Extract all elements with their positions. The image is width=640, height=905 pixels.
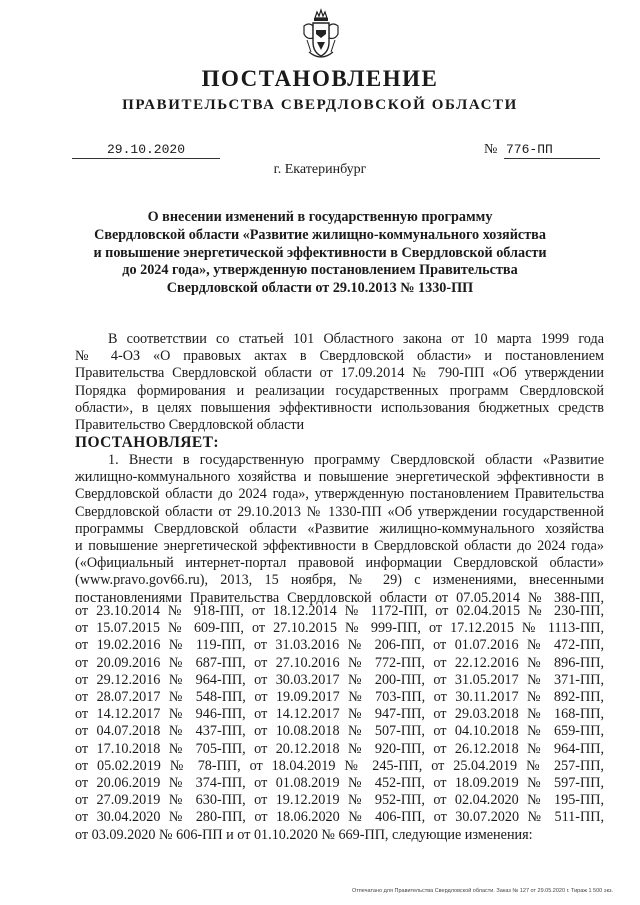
preamble-line: В соответствии со статьей 101 Областного закона от 10 марта 1999 года bbox=[108, 331, 604, 347]
amendment-number: № 511-ПП, bbox=[527, 809, 604, 826]
doc-number: 776-ПП bbox=[504, 142, 600, 159]
amendment-row bbox=[75, 603, 604, 620]
amendment-number: № 548-ПП, bbox=[168, 688, 246, 705]
item-1 bbox=[75, 452, 604, 607]
amendment-number: № 952-ПП, bbox=[348, 792, 425, 809]
amendment-number: № 947-ПП, bbox=[348, 706, 425, 723]
amendment-number: № 406-ПП, bbox=[348, 809, 426, 826]
amendment-number: № 230-ПП, bbox=[528, 603, 605, 619]
preamble-line: области», в целях повышения эффективности использования бюджетных средств bbox=[75, 399, 604, 416]
amendment-date: от 05.02.2019 bbox=[75, 757, 161, 774]
amendment-row bbox=[75, 758, 604, 775]
amendment-date: от 31.05.2017 bbox=[433, 671, 519, 688]
doc-subtitle: ПРАВИТЕЛЬСТВА СВЕРДЛОВСКОЙ ОБЛАСТИ bbox=[122, 97, 518, 113]
amendment-date: от 25.04.2019 bbox=[431, 757, 518, 774]
amendment-number: № 195-ПП, bbox=[527, 792, 605, 809]
amendment-number: № 257-ПП, bbox=[526, 757, 604, 774]
amendment-row bbox=[75, 620, 604, 637]
amendment-number: № 630-ПП, bbox=[168, 792, 246, 809]
resolves-heading: ПОСТАНОВЛЯЕТ: bbox=[75, 434, 219, 451]
amendment-row bbox=[75, 689, 604, 706]
preamble-line: Правительство Свердловской области bbox=[75, 416, 305, 433]
amendment-date: от 18.12.2014 bbox=[251, 603, 337, 619]
amendment-date: от 18.04.2019 bbox=[249, 757, 336, 774]
amendment-number: № 452-ПП, bbox=[348, 774, 425, 791]
amendment-date: от 22.12.2016 bbox=[433, 654, 519, 671]
amendment-row bbox=[75, 723, 604, 740]
item-line: постановлениями Правительства Свердловской области от 07.05.2014 № 388-ПП, bbox=[75, 589, 604, 606]
amendment-date: от 01.08.2019 bbox=[254, 774, 340, 791]
amendment-date: от 30.04.2020 bbox=[75, 809, 161, 826]
amendment-date: от 14.12.2017 bbox=[75, 706, 161, 723]
amendment-number: № 374-ПП, bbox=[168, 774, 246, 791]
amendment-date: от 14.12.2017 bbox=[254, 706, 340, 723]
preamble-line: № 4-ОЗ «О правовых актах в Свердловской области» и постановлением bbox=[75, 348, 604, 365]
amendment-date: от 30.07.2020 bbox=[433, 809, 520, 826]
amendment-number: № 1172-ПП, bbox=[344, 603, 428, 619]
amendment-number: № 964-ПП, bbox=[168, 671, 246, 688]
amendment-date: от 04.10.2018 bbox=[433, 723, 519, 740]
amendment-number: № 918-ПП, bbox=[167, 603, 244, 619]
amendment-number: № 437-ПП, bbox=[168, 723, 246, 740]
doc-title: ПОСТАНОВЛЕНИЕ bbox=[201, 66, 439, 91]
heading-line: Свердловской области от 29.10.2013 № 1330-ПП bbox=[166, 280, 474, 297]
amendment-number: № 78-ПП, bbox=[169, 757, 241, 774]
amendment-number: № 168-ПП, bbox=[527, 706, 605, 723]
amendment-date: от 29.12.2016 bbox=[75, 671, 161, 688]
item-line: жилищно-коммунального хозяйства и повышение энергетической эффективности в bbox=[75, 469, 604, 486]
amendment-date: от 27.10.2016 bbox=[254, 654, 340, 671]
amendment-number: № 705-ПП, bbox=[168, 740, 246, 757]
amendment-date: от 19.09.2017 bbox=[254, 688, 340, 705]
doc-heading bbox=[80, 209, 560, 298]
preamble-line: Правительства Свердловской области от 17.09.2014 № 790-ПП «Об утверждении bbox=[75, 365, 604, 382]
amendment-date: от 18.06.2020 bbox=[254, 809, 340, 826]
amendment-number: № 772-ПП, bbox=[348, 654, 425, 671]
amendment-row bbox=[75, 792, 604, 809]
amendment-date: от 18.09.2019 bbox=[433, 774, 519, 791]
amendment-date: от 23.10.2014 bbox=[75, 603, 160, 619]
amendment-number: № 507-ПП, bbox=[348, 723, 425, 740]
amendment-date: от 30.03.2017 bbox=[254, 671, 340, 688]
item-line: (www.pravo.gov66.ru), 2013, 15 ноября, № 29) с изменениями, внесенными bbox=[75, 572, 604, 589]
item-line: программы Свердловской области «Развитие жилищно-коммунального хозяйства bbox=[75, 520, 604, 537]
closing bbox=[75, 827, 604, 844]
amendment-number: № 371-ПП, bbox=[527, 671, 605, 688]
heading-line: и повышение энергетической эффективности в Свердловской области bbox=[93, 244, 547, 261]
doc-city: г. Екатеринбург bbox=[273, 162, 367, 177]
amendment-number: № 472-ПП, bbox=[527, 637, 604, 654]
amendments-list bbox=[75, 603, 604, 826]
heading-line: О внесении изменений в государственную программу bbox=[147, 209, 493, 225]
amendment-date: от 10.08.2018 bbox=[254, 723, 340, 740]
doc-date: 29.10.2020 bbox=[72, 142, 220, 159]
amendment-row bbox=[75, 775, 604, 792]
amendment-date: от 01.07.2016 bbox=[433, 637, 519, 654]
amendment-number: № 896-ПП, bbox=[527, 654, 605, 671]
item-line: и повышение энергетической эффективности в Свердловской области до 2024 года» bbox=[75, 537, 604, 554]
amendment-date: от 20.12.2018 bbox=[254, 740, 340, 757]
doc-number-block bbox=[484, 142, 600, 159]
amendment-number: № 659-ПП, bbox=[527, 723, 605, 740]
amendment-number: № 999-ПП, bbox=[344, 620, 421, 637]
preamble-line: Порядка формирования и реализации государственных программ Свердловской bbox=[75, 382, 604, 399]
amendment-number: № 280-ПП, bbox=[168, 809, 246, 826]
heading-line: Свердловской области «Развитие жилищно-коммунального хозяйства bbox=[94, 226, 546, 243]
amendment-date: от 02.04.2020 bbox=[433, 792, 519, 809]
amendment-date: от 04.07.2018 bbox=[75, 723, 161, 740]
amendment-date: от 20.06.2019 bbox=[75, 774, 161, 791]
amendment-number: № 206-ПП, bbox=[347, 637, 425, 654]
amendment-row bbox=[75, 809, 604, 826]
amendment-date: от 26.12.2018 bbox=[433, 740, 519, 757]
amendment-date: от 31.03.2016 bbox=[253, 637, 340, 654]
amendment-row bbox=[75, 706, 604, 723]
amendment-date: от 17.12.2015 bbox=[428, 620, 514, 637]
amendment-number: № 892-ПП, bbox=[527, 688, 604, 705]
amendment-date: от 30.11.2017 bbox=[433, 688, 519, 705]
amendment-number: № 597-ПП, bbox=[527, 774, 605, 791]
amendment-row bbox=[75, 637, 604, 654]
amendment-row bbox=[75, 672, 604, 689]
coat-of-arms-icon bbox=[301, 8, 341, 64]
amendment-number: № 964-ПП, bbox=[527, 740, 605, 757]
amendment-number: № 609-ПП, bbox=[167, 620, 244, 637]
closing-line: от 03.09.2020 № 606-ПП и от 01.10.2020 № 669-ПП, следующие изменения: bbox=[75, 827, 533, 843]
amendment-number: № 920-ПП, bbox=[348, 740, 425, 757]
amendment-date: от 19.02.2016 bbox=[75, 637, 161, 654]
item-line: («Официальный интернет-портал правовой информации Свердловской области» bbox=[75, 555, 604, 572]
item-line: Свердловской области до 2024 года», утвержденную постановлением Правительства bbox=[75, 486, 604, 503]
amendment-date: от 20.09.2016 bbox=[75, 654, 161, 671]
amendment-number: № 119-ПП, bbox=[168, 637, 246, 654]
item-line: 1. Внести в государственную программу Свердловской области «Развитие bbox=[108, 452, 604, 468]
amendment-date: от 29.03.2018 bbox=[433, 706, 519, 723]
amendment-number: № 687-ПП, bbox=[168, 654, 246, 671]
amendment-row bbox=[75, 655, 604, 672]
amendment-number: № 1113-ПП, bbox=[521, 620, 604, 637]
amendment-date: от 17.10.2018 bbox=[75, 740, 161, 757]
preamble bbox=[75, 331, 604, 434]
amendment-date: от 27.10.2015 bbox=[251, 620, 337, 637]
amendment-row bbox=[75, 741, 604, 758]
amendment-date: от 28.07.2017 bbox=[75, 688, 161, 705]
item-line: Свердловской области от 29.10.2013 № 1330-ПП «Об утверждении государственной bbox=[75, 503, 604, 520]
amendment-date: от 15.07.2015 bbox=[75, 620, 160, 637]
amendment-number: № 200-ПП, bbox=[348, 671, 425, 688]
heading-line: до 2024 года», утвержденную постановлением Правительства bbox=[122, 262, 518, 279]
amendment-number: № 946-ПП, bbox=[168, 706, 246, 723]
amendment-date: от 19.12.2019 bbox=[254, 792, 340, 809]
amendment-number: № 703-ПП, bbox=[348, 688, 426, 705]
amendment-date: от 02.04.2015 bbox=[435, 603, 521, 619]
print-footer: Отпечатано для Правительства Свердловской области. Заказ № 127 от 29.05.2020 г. Тираж 1 500 экз. bbox=[352, 888, 614, 894]
amendment-number: № 245-ПП, bbox=[344, 757, 423, 774]
amendment-date: от 27.09.2019 bbox=[75, 792, 161, 809]
number-label: № bbox=[484, 142, 498, 157]
